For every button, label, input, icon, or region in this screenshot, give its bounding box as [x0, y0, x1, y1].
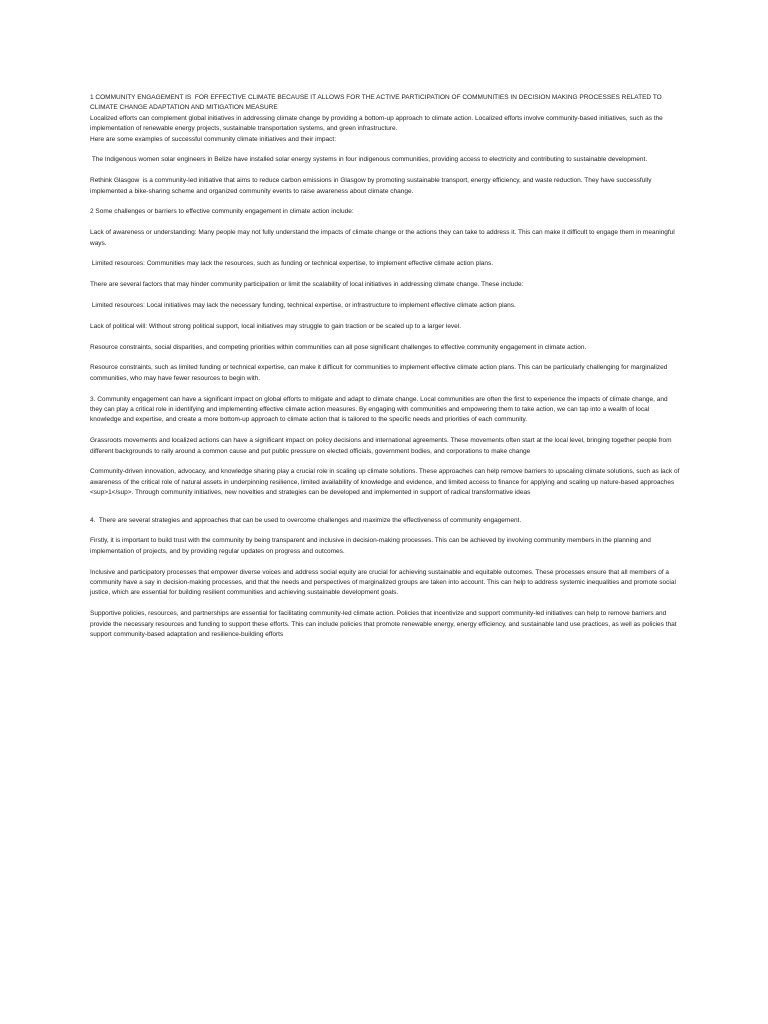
body-paragraph: Limited resources: Local initiatives may lack the necessary funding, technical expertise, or infrastructure to implement effective climate action plans.: [90, 302, 516, 310]
heading-paragraph-3: 3. Community engagement can have a significant impact on global efforts to mitigate and adapt to climate change. Local communities are often the first to experience the impacts of climate change, and they can play a critical role in identifying and implementing effective climate action measures. By engaging with communities and empowering them to take action, we can tap into a wealth of local knowledge and expertise, and create a more bottom-up approach to climate action that is tailored to the specific needs and priorities of each community.: [90, 395, 670, 424]
body-paragraph: Inclusive and participatory processes that empower diverse voices and address social equity are crucial for achieving sustainable and equitable outcomes. These processes ensure that all members of a community have a say in decision-making processes, and that the needs and perspectives of marginalized groups are taken into account. This can help to address systemic inequalities and promote social justice, which are essential for building resilient communities and achieving sustainable development goals.: [90, 568, 678, 597]
heading-paragraph-4: 4. There are several strategies and approaches that can be used to overcome challenges and maximize the effectiveness of community engagement.: [90, 516, 522, 524]
body-paragraph: Lack of awareness or understanding: Many people may not fully understand the impacts of climate change or the actions they can take to address it. This can make it difficult to engage them in meaningful ways.: [90, 229, 677, 247]
body-paragraph: Firstly, it is important to build trust with the community by being transparent and inclusive in decision-making processes. This can be achieved by involving community members in the planning and implementation of projects, and by providing regular updates on progress and outcomes.: [90, 537, 653, 555]
body-paragraph: Here are some examples of successful community climate initiatives and their impact:: [90, 135, 337, 143]
body-paragraph: There are several factors that may hinder community participation or limit the scalability of local initiatives in addressing climate change. These include:: [90, 281, 524, 289]
document-page: [90, 93, 680, 651]
body-paragraph: Community-driven innovation, advocacy, and knowledge sharing play a crucial role in scaling up climate solutions. These approaches can help remove barriers to upscaling climate solutions, such as lack of awareness of the critical role of natural assets in underpinning resilience, limited availability of knowledge and evidence, and limited access to finance for applying and scaling up nature-based approaches <sup>1</sup>. Through community initiatives, new novelties and strategies can be developed and implemented in support of radical transformative ideas: [90, 468, 682, 497]
body-paragraph: Supportive policies, resources, and partnerships are essential for facilitating community-led climate action. Policies that incentivize and support community-led initiatives can help to remove barriers and provide the necessary resources and funding to support these efforts. This can include policies that promote renewable energy, energy efficiency, and sustainable land use practices, as well as policies that support community-based adaptation and resilience-building efforts: [90, 610, 679, 639]
body-paragraph: Resource constraints, social disparities, and competing priorities within communities can all pose significant challenges to effective community engagement in climate action.: [90, 343, 587, 351]
heading-paragraph-1: 1 COMMUNITY ENGAGEMENT IS FOR EFFECTIVE CLIMATE BECAUSE IT ALLOWS FOR THE ACTIVE PARTICIPATION OF COMMUNITIES IN DECISION MAKING PROCESSES RELATED TO CLIMATE CHANGE ADAPTATION AND MITIGATION MEASURE: [90, 94, 664, 112]
body-paragraph: Lack of political will: Without strong political support, local initiatives may struggle to gain traction or be scaled up to a larger level.: [90, 322, 462, 330]
body-paragraph: Localized efforts can complement global initiatives in addressing climate change by providing a bottom-up approach to climate action. Localized efforts involve community-based initiatives, such as the implementation of renewable energy projects, sustainable transportation systems, and green infrastructure.: [90, 114, 665, 133]
body-paragraph: Rethink Glasgow is a community-led initiative that aims to reduce carbon emissions in Glasgow by promoting sustainable transport, energy efficiency, and waste reduction. They have successfully implemented a bike-sharing scheme and organized community events to raise awareness about climate change.: [90, 177, 654, 195]
body-paragraph: Grassroots movements and localized actions can have a significant impact on policy decisions and international agreements. These movements often start at the local level, bringing together people from different backgrounds to rally around a common cause and put public pressure on elected officials, government bodies, and corporations to make change: [90, 437, 674, 455]
body-paragraph: Limited resources: Communities may lack the resources, such as funding or technical expertise, to implement effective climate action plans.: [90, 260, 494, 268]
body-paragraph: Resource constraints, such as limited funding or technical expertise, can make it difficult for communities to implement effective climate action plans. This can be particularly challenging for marginalized communities, who may have fewer resources to begin with.: [90, 364, 670, 382]
heading-paragraph-2: 2 Some challenges or barriers to effective community engagement in climate action include:: [90, 208, 354, 216]
body-paragraph: The Indigenous women solar engineers in Belize have installed solar energy systems in four indigenous communities, providing access to electricity and contributing to sustainable development.: [90, 156, 648, 164]
